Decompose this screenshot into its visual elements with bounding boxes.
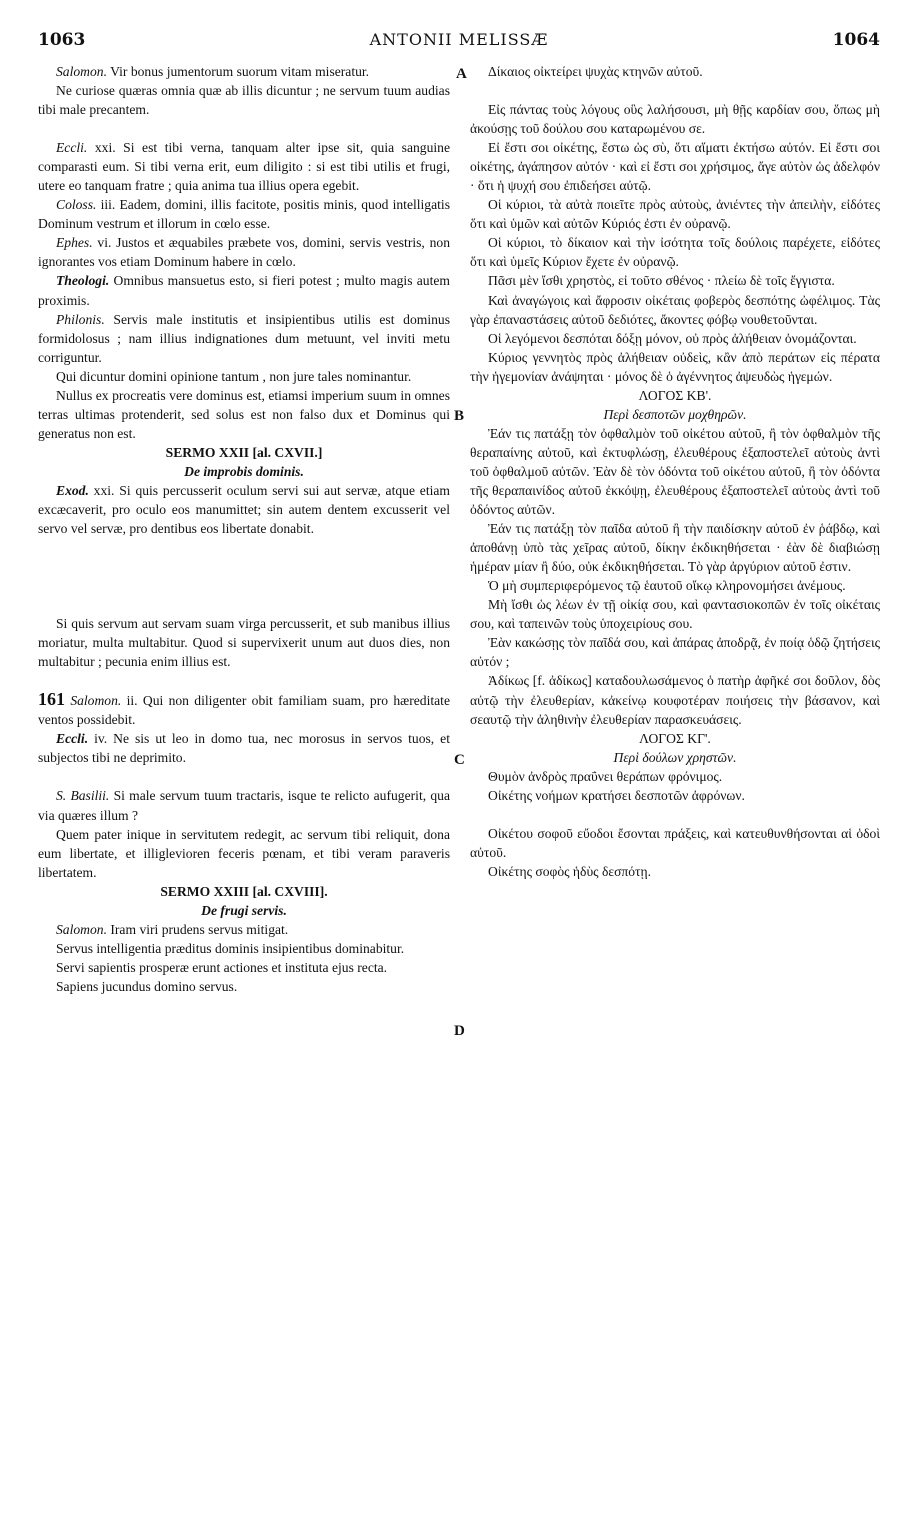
right-page-number: 1064 — [832, 30, 880, 50]
greek-paragraph: Εἰ ἔστι σοι οἰκέτης, ἔστω ὡς σὺ, ὅτι αἵματι ἐκτήσω αὐτόν. Εἰ ἔστι σοι οἰκέτης, ἀγάπησον αὐτόν · καὶ εἰ ἔστι σοι χρήσιμος, ἄγε αὐτὸν ὡς ἀδελφόν · ὅτι ἡ ψυχή σου ἐπιδεήσει αὐτῷ. — [470, 140, 880, 194]
running-title: ANTONII MELISSÆ — [369, 30, 549, 49]
greek-paragraph: Ὁ μὴ συμπεριφερόμενος τῷ ἑαυτοῦ οἴκῳ κληρονομήσει ἀνέμους. — [488, 578, 846, 594]
greek-paragraph: Οἰκέτης σοφὸς ἡδὺς δεσπότῃ. — [488, 863, 652, 879]
latin-column — [38, 62, 450, 996]
greek-column — [470, 62, 880, 881]
latin-paragraph: S. Basilii. Si male servum tuum tractaris, isque te relicto aufugerit, qua via quæres illum ? — [38, 788, 450, 823]
latin-paragraph: Exod. xxi. Si quis percusserit oculum servi sui aut servæ, atque etiam excæcaverit, pro oculo eos manumittet; sin autem dentem excusserit vel servo vel servæ, pro dentibus eos libertate donabit. — [38, 482, 450, 537]
sermo-22-subtitle: De improbis dominis. — [184, 463, 304, 479]
greek-paragraph: Οἰκέτου σοφοῦ εὔοδοι ἔσονται πράξεις, καὶ κατευθυνθήσονται αἱ ὁδοὶ αὐτοῦ. — [470, 825, 880, 860]
greek-paragraph: Οἱ κύριοι, τὸ δίκαιον καὶ τὴν ἰσότητα τοῖς δούλοις παρέχετε, εἰδότες ὅτι καὶ ὑμεῖς Κύριον ἔχετε ἐν οὐρανῷ. — [470, 235, 880, 270]
latin-paragraph: Salomon. Vir bonus jumentorum suorum vitam miseratur. — [56, 64, 370, 79]
greek-paragraph: Θυμὸν ἀνδρὸς πραΰνει θεράπων φρόνιμος. — [488, 768, 723, 784]
greek-paragraph: Δίκαιος οἰκτείρει ψυχὰς κτηνῶν αὐτοῦ. — [488, 64, 703, 79]
greek-paragraph: Εἰς πάντας τοὺς λόγους οὓς λαλήσουσι, μὴ θῇς καρδίαν σου, ὅπως μὴ ἀκούσῃς τοῦ δούλου σου καταρωμένου σε. — [470, 102, 880, 137]
latin-paragraph: Coloss. iii. Eadem, domini, illis facitote, positis minis, quod intelligatis Dominum vestrum et illorum in cœlo esse. — [38, 197, 450, 232]
logos-23-title: ΛΟΓΟΣ ΚΓ'. — [639, 730, 711, 746]
sermo-23-subtitle: De frugi servis. — [201, 902, 287, 918]
latin-paragraph: Si quis servum aut servam suam virga percusserit, et sub manibus illius moriatur, multa multabitur. Quod si supervixerit unum aut duos dies, non multabitur ; pecunia enim illius est. — [38, 616, 450, 670]
latin-paragraph: Ne curiose quæras omnia quæ ab illis dicuntur ; ne servum tuum audias tibi male precantem. — [38, 83, 450, 118]
logos-23-subtitle: Περὶ δούλων χρηστῶν. — [613, 749, 737, 765]
latin-paragraph: Servus intelligentia præditus dominis insipientibus dominabitur. — [56, 940, 405, 956]
greek-paragraph: Ἐάν τις πατάξῃ τὸν παῖδα αὐτοῦ ἢ τὴν παιδίσκην αὐτοῦ ἐν ῥάβδῳ, καὶ ἀποθάνῃ ὑπὸ τὰς χεῖρας αὐτοῦ, δίκην ἐκδικηθήσεται · ἐὰν δὲ διαβιώσῃ ἡμέραν μίαν ἢ δύο, οὐκ ἐκδικηθήσεται. Τὸ γὰρ ἀργύριον αὐτοῦ ἐστιν. — [470, 521, 880, 575]
left-page-number: 1063 — [38, 30, 86, 50]
margin-marker-b: B — [454, 408, 465, 424]
latin-paragraph: Salomon. Iram viri prudens servus mitigat. — [56, 921, 289, 937]
greek-paragraph: Κύριος γεννητὸς πρὸς ἀλήθειαν οὐδεὶς, κἂν ἀπὸ περάτων εἰς πέρατα τὴν ἡγεμονίαν ἀνάψηται · μόνος δὲ ὁ ἀγέννητος ἀψευδὼς ἡγεμών. — [470, 349, 880, 384]
latin-paragraph: Eccli. xxi. Si est tibi verna, tanquam alter ipse sit, quia sanguine comparasti eum. Si tibi verna erit, eum diligito : si est tibi utilis et frugi, utere eo tanquam fratre ; quia anima tua illius opera egebit. — [38, 140, 450, 194]
margin-marker-c: C — [454, 752, 465, 768]
margin-marker-d: D — [454, 1023, 465, 1039]
greek-paragraph: Οἱ λεγόμενοι δεσπόται δόξῃ μόνον, οὐ πρὸς ἀλήθειαν ὀνομάζονται. — [488, 330, 857, 346]
greek-paragraph: Ἐάν τις πατάξῃ τὸν ὀφθαλμὸν τοῦ οἰκέτου αὐτοῦ, ἢ τὸν ὀφθαλμὸν τῆς θεραπαίνης αὐτοῦ, καὶ ἐκτυφλώσῃ, ἐλευθέρους ἐξαποστελεῖ αὐτοὺς ἀντὶ τοῦ ὀφθαλμοῦ αὐτῶν. Ἐὰν δὲ τὸν ὀδόντα τοῦ οἰκέτου αὐτοῦ, ἢ τὸν ὀδόντα τῆς θεραπαινίδος αὐτοῦ ἐκκόψῃ, ἐλευθέρους ἐξαποστελεῖ αὐτοὺς ἀντὶ τοῦ ὀδόντος αὐτῶν. — [470, 425, 880, 518]
latin-paragraph: Ephes. vi. Justos et æquabiles præbete vos, domini, servis vestris, non ignorantes vos etiam Dominum habere in cœlo. — [38, 235, 450, 270]
latin-paragraph: Theologi. Omnibus mansuetus esto, si fieri potest ; multo magis autem proximis. — [38, 273, 450, 308]
greek-paragraph: Ἀδίκως [f. ἀδίκως] καταδουλωσάμενος ὁ πατὴρ ἀφῆκέ σοι δοῦλον, δὸς αὐτῷ τὴν ἐλευθερίαν, κἀκείνῳ κουφοτέραν ποιήσεις τὴν βάσανον, καὶ σεαυτῷ τὴν ἀληθινὴν ἐλευθερίαν παρασκευάσεις. — [470, 673, 880, 727]
greek-paragraph: Καὶ ἀναγώγοις καὶ ἄφροσιν οἰκέταις φοβερὸς δεσπότης ὠφέλιμος. Τὰς γὰρ ἐπαναστάσεις αὐτοῦ δεδιότες, ἄκοντες φόβῳ νουθετοῦνται. — [470, 292, 880, 327]
latin-paragraph: Qui dicuntur domini opinione tantum , non jure tales nominantur. — [56, 368, 412, 384]
margin-marker-a: A — [456, 66, 467, 82]
latin-paragraph: 161 Salomon. ii. Qui non diligenter obit familiam suam, pro hæreditate ventos possidebit. — [38, 689, 450, 728]
greek-paragraph: Ἐὰν κακώσῃς τὸν παῖδά σου, καὶ ἀπάρας ἀποδρᾷ, ἐν ποίᾳ ὁδῷ ζητήσεις αὐτόν ; — [470, 635, 880, 670]
running-header — [38, 30, 880, 54]
logos-22-title: ΛΟΓΟΣ ΚΒ'. — [638, 387, 712, 403]
logos-22-subtitle: Περὶ δεσποτῶν μοχθηρῶν. — [603, 406, 747, 422]
sermo-22-title: SERMO XXII [al. CXVII.] — [165, 444, 323, 460]
sermo-23-title: SERMO XXIII [al. CXVIII]. — [160, 883, 328, 899]
latin-paragraph: Philonis. Servis male institutis et insipientibus utilis est dominus formidolosus ; nam illius indignationes dum metuunt, vel inviti metu corriguntur. — [38, 311, 450, 365]
greek-paragraph: Πᾶσι μὲν ἴσθι χρηστὸς, εἰ τοῦτο σθένος · πλείω δὲ τοῖς ἔγγιστα. — [488, 273, 835, 289]
latin-paragraph: Eccli. iv. Ne sis ut leo in domo tua, nec morosus in servos tuos, et subjectos tibi ne deprimito. — [38, 731, 450, 766]
greek-paragraph: Οἰκέτης νοήμων κρατήσει δεσποτῶν ἀφρόνων. — [488, 787, 745, 803]
latin-paragraph: Sapiens jucundus domino servus. — [56, 978, 238, 994]
column-number: 161 — [38, 689, 65, 710]
latin-paragraph: Quem pater inique in servitutem redegit, ac servum tibi reliquit, dona eum libertate, et illiglevioren feceris pœnam, et tibi veram paraveris libertatem. — [38, 826, 450, 880]
greek-paragraph: Οἱ κύριοι, τὰ αὐτὰ ποιεῖτε πρὸς αὐτοὺς, ἀνιέντες τὴν ἀπειλὴν, εἰδότες ὅτι καὶ ὑμῶν καὶ αὐτῶν Κύριός ἐστι ἐν οὐρανῷ. — [470, 197, 880, 232]
latin-paragraph: Servi sapientis prosperæ erunt actiones et instituta ejus recta. — [56, 959, 388, 975]
greek-paragraph: Μὴ ἴσθι ὡς λέων ἐν τῇ οἰκίᾳ σου, καὶ φαντασιοκοπῶν ἐν τοῖς οἰκέταις σου, καὶ ταπεινῶν τοὺς ὑποχειρίους σου. — [470, 597, 880, 632]
latin-paragraph: Nullus ex procreatis vere dominus est, etiamsi imperium suum in omnes terras ultimas protenderit, sed solus est non falso dux et Dominus qui generatus non est. — [38, 387, 450, 441]
